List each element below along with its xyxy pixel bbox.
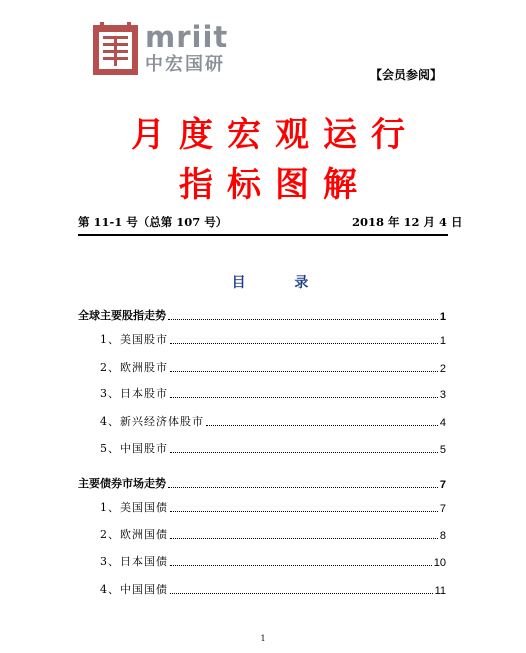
member-reference-tag: 【会员参阅】 xyxy=(370,68,443,82)
toc-page-number: 7 xyxy=(439,479,446,491)
toc-item-label: 2、欧洲国债 xyxy=(100,528,168,541)
toc-item-label: 1、美国股市 xyxy=(100,333,168,346)
toc-item-china-bonds[interactable] xyxy=(100,581,446,597)
main-title-line-2: 指标图解 xyxy=(179,165,371,205)
toc-section-label: 主要债券市场走势 xyxy=(78,477,166,490)
toc-item-label: 3、日本国债 xyxy=(100,555,168,568)
toc-leader-dots xyxy=(170,371,438,372)
toc-item-emerging-stocks[interactable] xyxy=(100,413,446,429)
toc-leader-dots xyxy=(170,397,438,398)
toc-section-bond-markets[interactable] xyxy=(78,475,446,491)
toc-item-europe-stocks[interactable] xyxy=(100,359,446,375)
toc-page-number: 4 xyxy=(439,417,446,429)
toc-item-europe-bonds[interactable] xyxy=(100,526,446,542)
toc-leader-dots xyxy=(168,487,438,488)
toc-page-number: 5 xyxy=(439,444,446,456)
mriit-logo xyxy=(93,22,233,84)
toc-section-global-stocks[interactable] xyxy=(78,307,446,323)
toc-leader-dots xyxy=(170,343,438,344)
mriit-logo-mark-icon xyxy=(93,22,138,75)
logo-text-cn: 中宏国研 xyxy=(145,54,225,75)
toc-heading: 目 录 xyxy=(231,275,331,291)
toc-item-label: 1、美国国债 xyxy=(100,501,168,514)
toc-item-label: 2、欧洲股市 xyxy=(100,361,168,374)
toc-item-label: 4、新兴经济体股市 xyxy=(100,415,204,428)
toc-page-number: 1 xyxy=(439,311,446,323)
toc-page-number: 11 xyxy=(434,585,446,597)
header-divider xyxy=(78,234,448,236)
toc-leader-dots xyxy=(170,565,432,566)
main-title-line-1: 月度宏观运行 xyxy=(131,115,419,155)
toc-item-china-stocks[interactable] xyxy=(100,440,446,456)
toc-leader-dots xyxy=(170,538,438,539)
issue-date: 2018 年 12 月 4 日 xyxy=(352,215,463,229)
toc-page-number: 8 xyxy=(439,530,446,542)
toc-leader-dots xyxy=(170,511,438,512)
toc-page-number: 3 xyxy=(439,389,446,401)
toc-item-japan-stocks[interactable] xyxy=(100,385,446,401)
issue-number: 第 11-1 号（总第 107 号） xyxy=(78,215,228,229)
toc-page-number: 10 xyxy=(433,557,446,569)
footer-page-number: 1 xyxy=(260,634,266,643)
toc-item-label: 4、中国国债 xyxy=(100,583,168,596)
toc-item-us-bonds[interactable] xyxy=(100,499,446,515)
toc-leader-dots xyxy=(168,319,438,320)
toc-leader-dots xyxy=(170,452,438,453)
toc-leader-dots xyxy=(206,425,438,426)
logo-text-en: mriit xyxy=(145,20,229,54)
toc-leader-dots xyxy=(170,593,433,594)
toc-item-us-stocks[interactable] xyxy=(100,331,446,347)
toc-page-number: 7 xyxy=(439,503,446,515)
toc-item-label: 3、日本股市 xyxy=(100,387,168,400)
toc-section-label: 全球主要股指走势 xyxy=(78,309,166,322)
toc-item-label: 5、中国股市 xyxy=(100,442,168,455)
toc-item-japan-bonds[interactable] xyxy=(100,553,446,569)
toc-page-number: 1 xyxy=(439,335,446,347)
toc-page-number: 2 xyxy=(439,363,446,375)
